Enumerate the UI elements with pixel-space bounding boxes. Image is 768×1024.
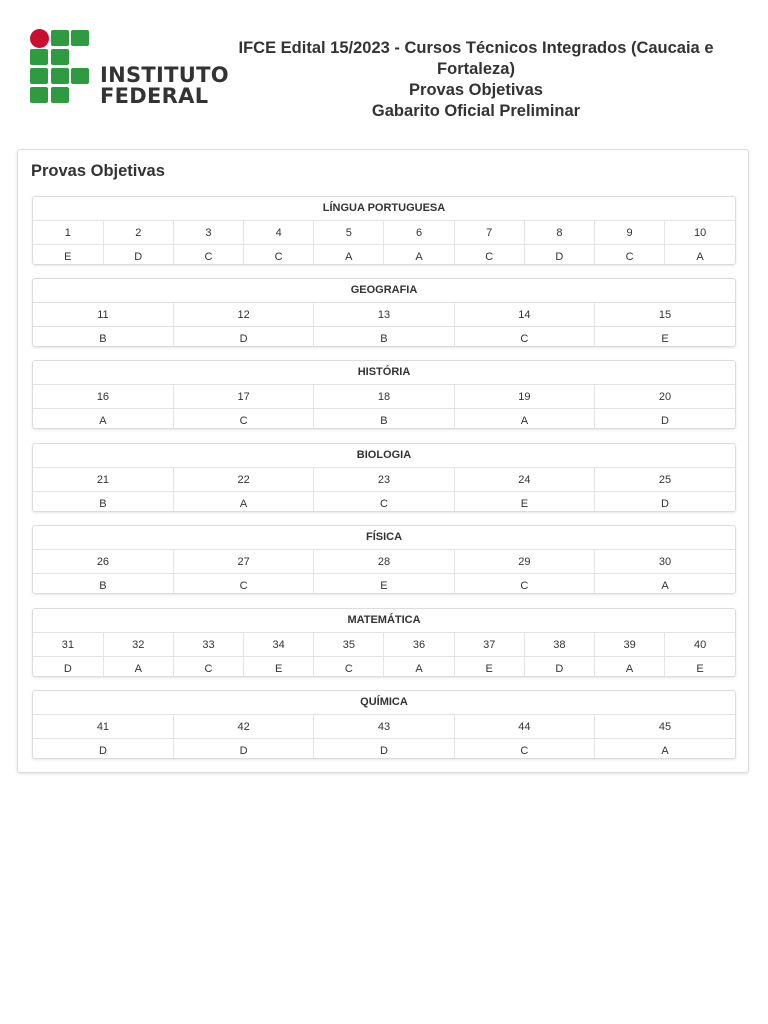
- question-number-row: [33, 715, 735, 739]
- question-number: 43: [314, 715, 454, 739]
- question-number: 10: [665, 221, 735, 245]
- answer-letter: D: [173, 739, 313, 760]
- question-number: 5: [314, 221, 384, 245]
- answer-key-card: [17, 149, 749, 773]
- subject-title: BIOLOGIA: [33, 444, 735, 468]
- answer-letter: C: [454, 739, 594, 760]
- answer-letter: A: [595, 657, 665, 678]
- question-number: 6: [384, 221, 454, 245]
- question-number: 40: [665, 633, 735, 657]
- question-number: 41: [33, 715, 173, 739]
- question-number: 42: [173, 715, 313, 739]
- question-number-row: [33, 385, 735, 409]
- question-number: 20: [595, 385, 735, 409]
- question-number: 21: [33, 468, 173, 492]
- answer-letter: D: [661, 414, 669, 427]
- answer-letter: C: [314, 492, 454, 513]
- answer-letter: A: [103, 657, 173, 678]
- question-number: 24: [454, 468, 594, 492]
- answer-letter: A: [696, 250, 704, 263]
- question-number: 12: [173, 303, 313, 327]
- title-line-1: IFCE Edital 15/2023 - Cursos Técnicos Integrados (Caucaia e: [238, 39, 714, 57]
- answer-letter: A: [661, 744, 669, 757]
- question-number-row: [33, 550, 735, 574]
- subject-title: QUÍMICA: [33, 691, 735, 715]
- question-number: 9: [595, 221, 665, 245]
- subject-table: [32, 360, 736, 429]
- answer-letter: C: [173, 245, 243, 266]
- question-number: 13: [314, 303, 454, 327]
- answer-letter: D: [33, 657, 103, 678]
- question-number: 35: [314, 633, 384, 657]
- question-number: 7: [454, 221, 524, 245]
- subject-title: HISTÓRIA: [33, 361, 735, 385]
- question-number: 22: [173, 468, 313, 492]
- question-number: 38: [524, 633, 594, 657]
- question-number: 28: [314, 550, 454, 574]
- question-number: 11: [33, 303, 173, 327]
- answer-letter: E: [696, 662, 704, 675]
- subject-table: [32, 690, 736, 759]
- answer-letter: C: [173, 657, 243, 678]
- answer-letter: B: [33, 492, 173, 513]
- answer-letter: A: [33, 409, 173, 430]
- answer-letter: C: [244, 245, 314, 266]
- title-line-3: Provas Objetivas: [409, 81, 543, 99]
- answer-letter: A: [384, 245, 454, 266]
- question-number: 45: [595, 715, 735, 739]
- answer-row: [33, 409, 735, 430]
- question-number: 15: [595, 303, 735, 327]
- answer-row: [33, 327, 735, 348]
- question-number-row: [33, 221, 735, 245]
- question-number: 30: [595, 550, 735, 574]
- answer-letter: B: [314, 409, 454, 430]
- answer-row: [33, 574, 735, 595]
- question-number: 29: [454, 550, 594, 574]
- question-number: 32: [103, 633, 173, 657]
- question-number: 39: [595, 633, 665, 657]
- subject-table: [32, 525, 736, 594]
- question-number: 44: [454, 715, 594, 739]
- answers-grid: [33, 633, 735, 677]
- answer-letter: D: [103, 245, 173, 266]
- answer-letter: D: [314, 739, 454, 760]
- answer-row: [33, 657, 735, 678]
- logo-text: [100, 65, 229, 107]
- answers-grid: [33, 221, 735, 265]
- answer-letter: C: [173, 409, 313, 430]
- answer-letter: D: [524, 245, 594, 266]
- answer-letter: E: [314, 574, 454, 595]
- answers-grid: [33, 550, 735, 594]
- answer-letter: D: [173, 327, 313, 348]
- answer-letter: E: [454, 492, 594, 513]
- answer-row: [33, 739, 735, 760]
- answer-row: [33, 245, 735, 266]
- answer-letter: E: [244, 657, 314, 678]
- answers-grid: [33, 385, 735, 429]
- question-number: 36: [384, 633, 454, 657]
- subject-title: MATEMÁTICA: [33, 609, 735, 633]
- answer-letter: E: [661, 332, 669, 345]
- question-number: 23: [314, 468, 454, 492]
- instituto-federal-logo: [30, 29, 230, 107]
- answer-letter: E: [454, 657, 524, 678]
- answer-letter: C: [454, 574, 594, 595]
- question-number: 1: [33, 221, 103, 245]
- document-title: [236, 38, 716, 122]
- subject-table: [32, 608, 736, 677]
- logo-line-2: FEDERAL: [100, 84, 209, 108]
- answers-grid: [33, 468, 735, 512]
- answer-letter: A: [173, 492, 313, 513]
- logo-line-1: INSTITUTO: [100, 63, 229, 87]
- answer-letter: E: [33, 245, 103, 266]
- answer-letter: C: [173, 574, 313, 595]
- subject-title: GEOGRAFIA: [33, 279, 735, 303]
- question-number: 34: [244, 633, 314, 657]
- answers-grid: [33, 715, 735, 759]
- answer-letter: B: [314, 327, 454, 348]
- answer-letter: D: [661, 497, 669, 510]
- subject-title: LÍNGUA PORTUGUESA: [33, 197, 735, 221]
- answer-row: [33, 492, 735, 513]
- answer-letter: C: [314, 657, 384, 678]
- question-number-row: [33, 303, 735, 327]
- question-number: 4: [244, 221, 314, 245]
- question-number: 18: [314, 385, 454, 409]
- question-number: 27: [173, 550, 313, 574]
- answer-letter: A: [314, 245, 384, 266]
- answer-letter: A: [454, 409, 594, 430]
- question-number: 17: [173, 385, 313, 409]
- question-number: 25: [595, 468, 735, 492]
- subject-table: [32, 443, 736, 512]
- question-number: 31: [33, 633, 103, 657]
- answer-letter: B: [33, 574, 173, 595]
- subject-table: [32, 278, 736, 347]
- question-number: 37: [454, 633, 524, 657]
- question-number: 8: [524, 221, 594, 245]
- title-line-2: Fortaleza): [437, 60, 515, 78]
- answers-grid: [33, 303, 735, 347]
- card-title: Provas Objetivas: [31, 162, 165, 180]
- question-number: 3: [173, 221, 243, 245]
- subject-title: FÍSICA: [33, 526, 735, 550]
- question-number: 2: [103, 221, 173, 245]
- question-number-row: [33, 633, 735, 657]
- question-number: 19: [454, 385, 594, 409]
- answer-letter: C: [454, 327, 594, 348]
- answer-letter: A: [661, 579, 669, 592]
- answer-letter: C: [454, 245, 524, 266]
- page-header: [0, 0, 768, 140]
- answer-letter: A: [384, 657, 454, 678]
- answer-letter: D: [524, 657, 594, 678]
- answer-letter: D: [33, 739, 173, 760]
- logo-red-dot: [30, 29, 49, 48]
- subject-table: [32, 196, 736, 265]
- question-number-row: [33, 468, 735, 492]
- question-number: 33: [173, 633, 243, 657]
- question-number: 14: [454, 303, 594, 327]
- question-number: 26: [33, 550, 173, 574]
- answer-letter: C: [595, 245, 665, 266]
- answer-letter: B: [33, 327, 173, 348]
- title-line-4: Gabarito Oficial Preliminar: [371, 102, 581, 120]
- question-number: 16: [33, 385, 173, 409]
